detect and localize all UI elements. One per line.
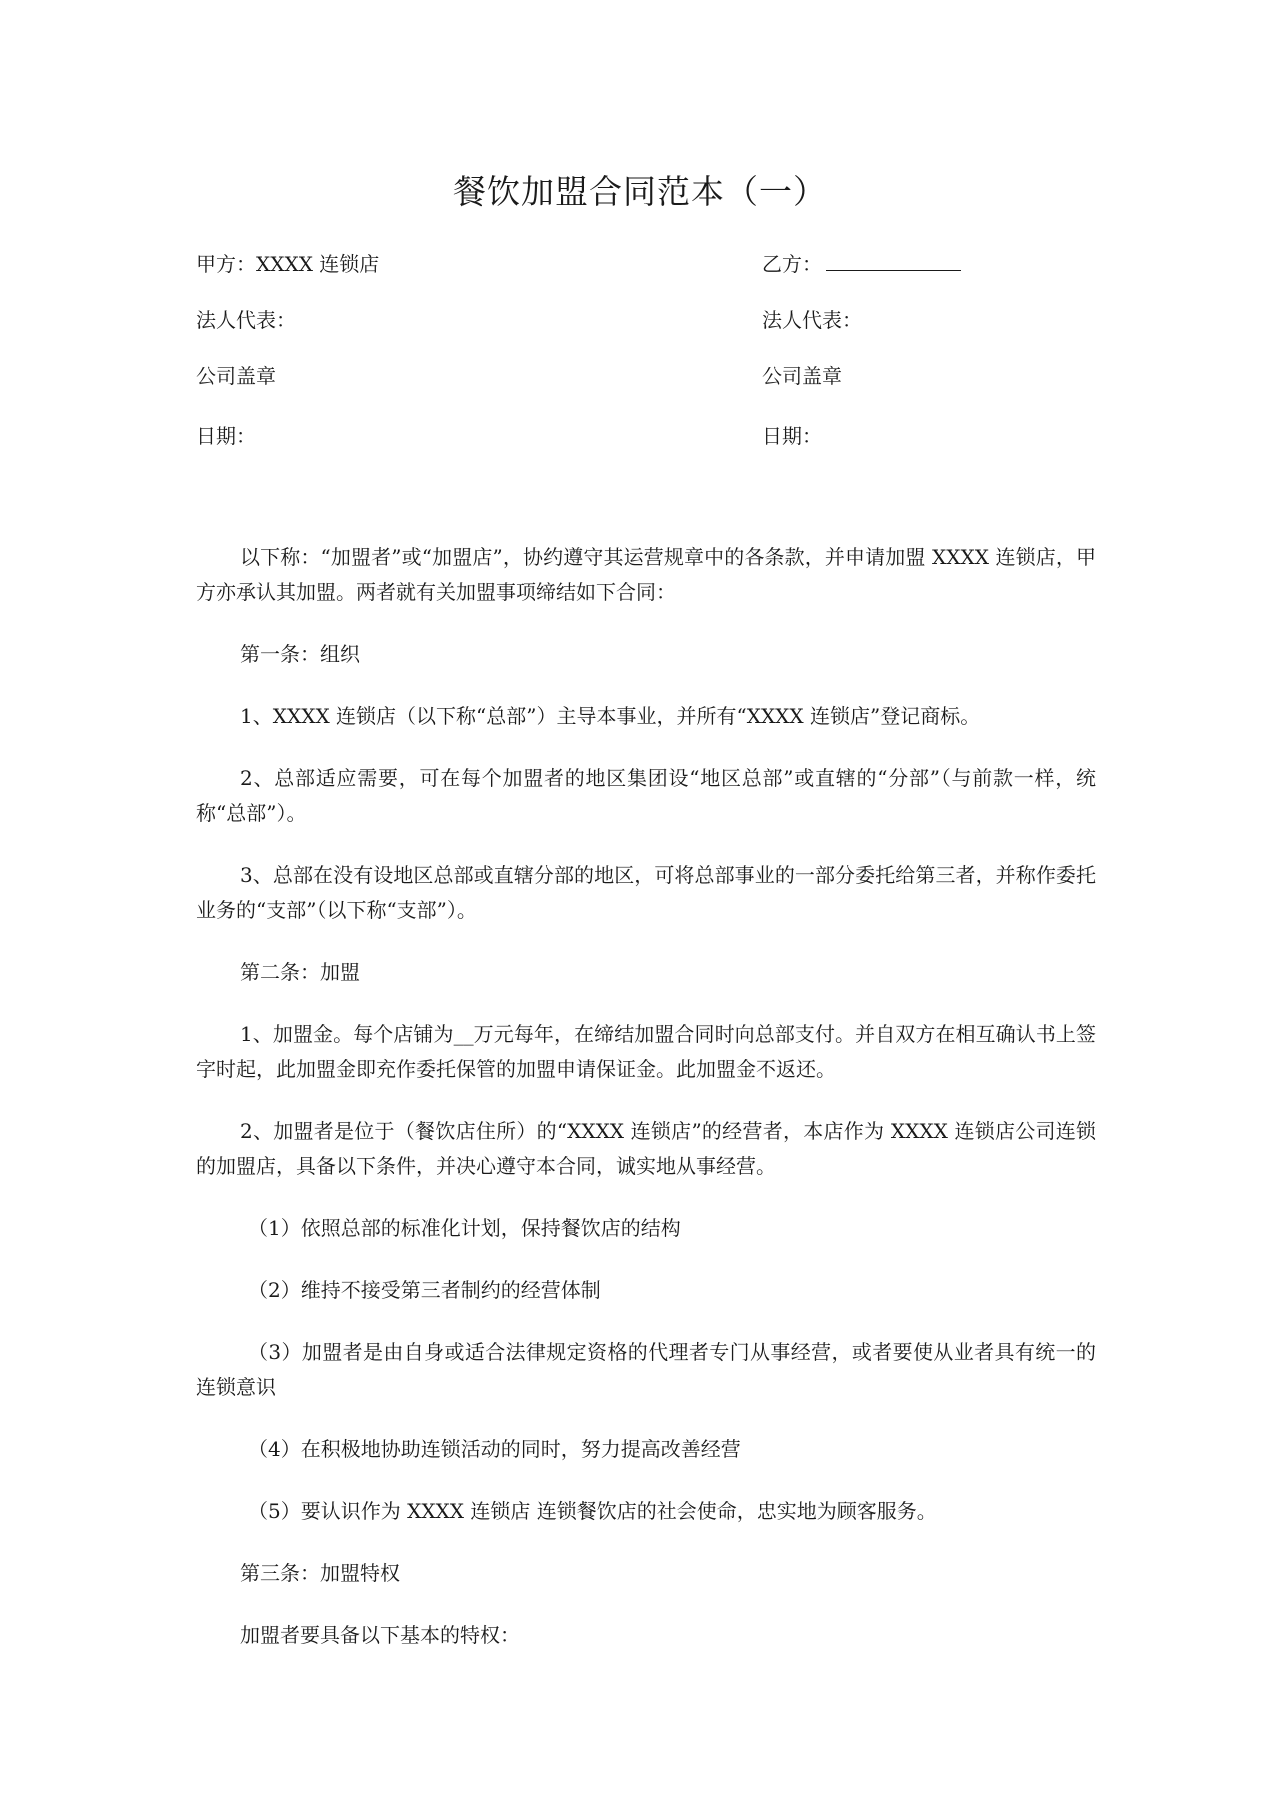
party-a-seal: 公司盖章: [196, 364, 276, 388]
article-2-heading: 第二条：加盟: [240, 960, 360, 984]
article-1-clause-1: 1、XXXX 连锁店（以下称“总部”）主导本事业，并所有“XXXX 连锁店”登记商标。: [240, 704, 981, 728]
article-2-clause-2: 2、加盟者是位于（餐饮店住所）的“XXXX 连锁店”的经营者，本店作为 XXXX 连锁店公司连锁的加盟店，具备以下条件，并决心遵守本合同，诚实地从事经营。: [196, 1119, 1096, 1178]
article-2-condition-1: （1）依照总部的标准化计划，保持餐饮店的结构: [248, 1216, 681, 1240]
contract-body: [196, 540, 1096, 1680]
article-2-clause-1: 1、加盟金。每个店铺为__万元每年，在缔结加盟合同时向总部支付。并自双方在相互确认书上签字时起，此加盟金即充作委托保管的加盟申请保证金。此加盟金不返还。: [196, 1022, 1096, 1081]
article-2-condition-3: （3）加盟者是由自身或适合法律规定资格的代理者专门从事经营，或者要使从业者具有统一的连锁意识: [196, 1340, 1096, 1399]
article-1-heading: 第一条：组织: [240, 642, 360, 666]
party-a-date: 日期：: [196, 424, 256, 448]
party-b-date: 日期：: [762, 424, 822, 448]
article-2-condition-5: （5）要认识作为 XXXX 连锁店 连锁餐饮店的社会使命，忠实地为顾客服务。: [248, 1499, 937, 1523]
article-3-heading: 第三条：加盟特权: [240, 1561, 400, 1585]
party-b-name-label: 乙方：: [762, 252, 822, 276]
intro-paragraph: 以下称：“加盟者”或“加盟店”，协约遵守其运营规章中的各条款，并申请加盟 XXXX 连锁店，甲方亦承认其加盟。两者就有关加盟事项缔结如下合同：: [196, 545, 1096, 604]
document-title: 餐饮加盟合同范本（一）: [453, 172, 827, 211]
article-2-condition-2: （2）维持不接受第三者制约的经营体制: [248, 1278, 601, 1302]
article-2-condition-4: （4）在积极地协助连锁活动的同时，努力提高改善经营: [248, 1437, 741, 1461]
party-a-name: 甲方：XXXX 连锁店: [196, 252, 380, 276]
party-b-representative: 法人代表：: [762, 308, 862, 332]
article-1-clause-2: 2、总部适应需要，可在每个加盟者的地区集团设“地区总部”或直辖的“分部”（与前款一样，统称“总部”）。: [196, 766, 1096, 825]
party-a-representative: 法人代表：: [196, 308, 296, 332]
party-b-name: [762, 252, 961, 276]
article-3-intro: 加盟者要具备以下基本的特权：: [240, 1623, 520, 1647]
party-b-name-blank: [826, 252, 961, 271]
party-b-seal: 公司盖章: [762, 364, 842, 388]
article-1-clause-3: 3、总部在没有设地区总部或直辖分部的地区，可将总部事业的一部分委托给第三者，并称作委托业务的“支部”（以下称“支部”）。: [196, 863, 1096, 922]
